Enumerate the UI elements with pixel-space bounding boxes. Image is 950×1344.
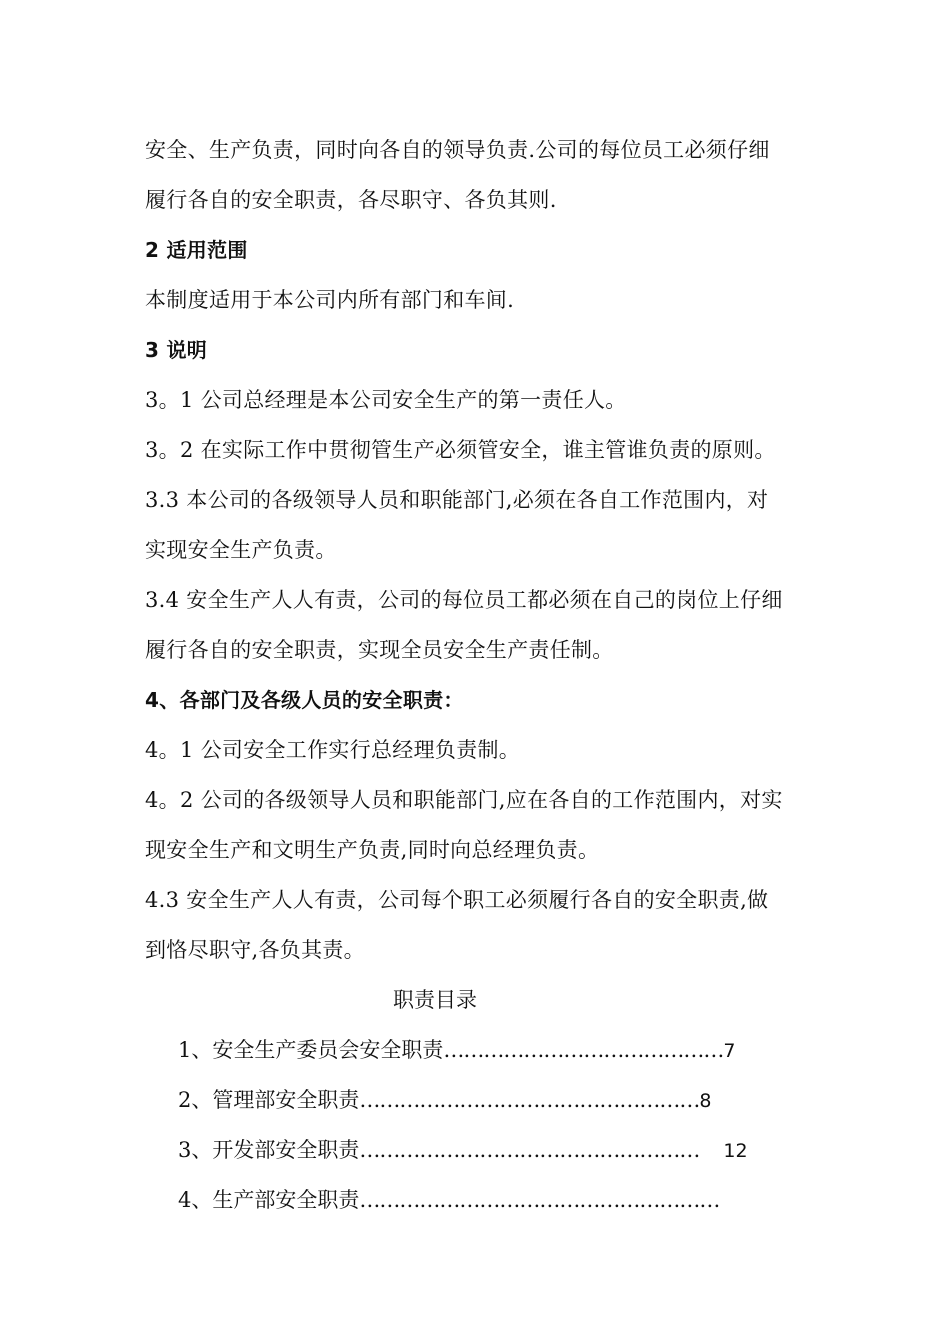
clause-4-3: 4.3 安全生产人人有责，公司每个职工必须履行各自的安全职责,做 (145, 888, 769, 912)
toc-item-label: 4、生产部安全职责 (178, 1188, 360, 1212)
clause-3-3: 3.3 本公司的各级领导人员和职能部门,必须在各自工作范围内，对 (145, 488, 769, 512)
toc-title: 职责目录 (393, 988, 477, 1012)
toc-item[interactable] (178, 1186, 719, 1215)
toc-leader-dots: …………………………………… (443, 1038, 724, 1062)
clause-4-3-cont: 到恪尽职守,各负其责。 (145, 938, 365, 962)
toc-page-number: 8 (699, 1090, 712, 1112)
clause-3-4: 3.4 安全生产人人有责，公司的每位员工都必须在自己的岗位上仔细 (145, 588, 783, 612)
toc-item-label: 3、开发部安全职责 (178, 1138, 360, 1162)
clause-4-2-cont: 现安全生产和文明生产负责,同时向总经理负责。 (145, 838, 600, 862)
toc-item[interactable] (178, 1086, 711, 1115)
toc-leader-dots: …………………………………………… (359, 1088, 700, 1112)
clause-3-3-cont: 实现安全生产负责。 (145, 538, 337, 562)
section-heading-4: 4、各部门及各级人员的安全职责： (145, 688, 464, 712)
section-heading-2: 2 适用范围 (145, 238, 248, 262)
paragraph-line: 安全、生产负责，同时向各自的领导负责.公司的每位员工必须仔细 (145, 138, 770, 162)
clause-3-1: 3。1 公司总经理是本公司安全生产的第一责任人。 (145, 388, 627, 412)
toc-item-label: 2、管理部安全职责 (178, 1088, 360, 1112)
toc-item[interactable] (178, 1136, 748, 1165)
toc-item-label: 1、安全生产委员会安全职责 (178, 1038, 444, 1062)
paragraph-line: 本制度适用于本公司内所有部门和车间. (145, 288, 515, 312)
toc-leader-dots: ……………………………………………… (359, 1188, 720, 1212)
toc-leader-dots: …………………………………………… (359, 1138, 700, 1162)
section-heading-3: 3 说明 (145, 338, 208, 362)
toc-item[interactable] (178, 1036, 735, 1065)
clause-4-1: 4。1 公司安全工作实行总经理负责制。 (145, 738, 521, 762)
toc-page-number: 12 (723, 1140, 748, 1162)
clause-4-2: 4。2 公司的各级领导人员和职能部门,应在各自的工作范围内，对实 (145, 788, 783, 812)
clause-3-2: 3。2 在实际工作中贯彻管生产必须管安全，谁主管谁负责的原则。 (145, 438, 776, 462)
clause-3-4-cont: 履行各自的安全职责，实现全员安全生产责任制。 (145, 638, 614, 662)
paragraph-line: 履行各自的安全职责，各尽职守、各负其则. (145, 188, 557, 212)
toc-page-number: 7 (723, 1040, 736, 1062)
